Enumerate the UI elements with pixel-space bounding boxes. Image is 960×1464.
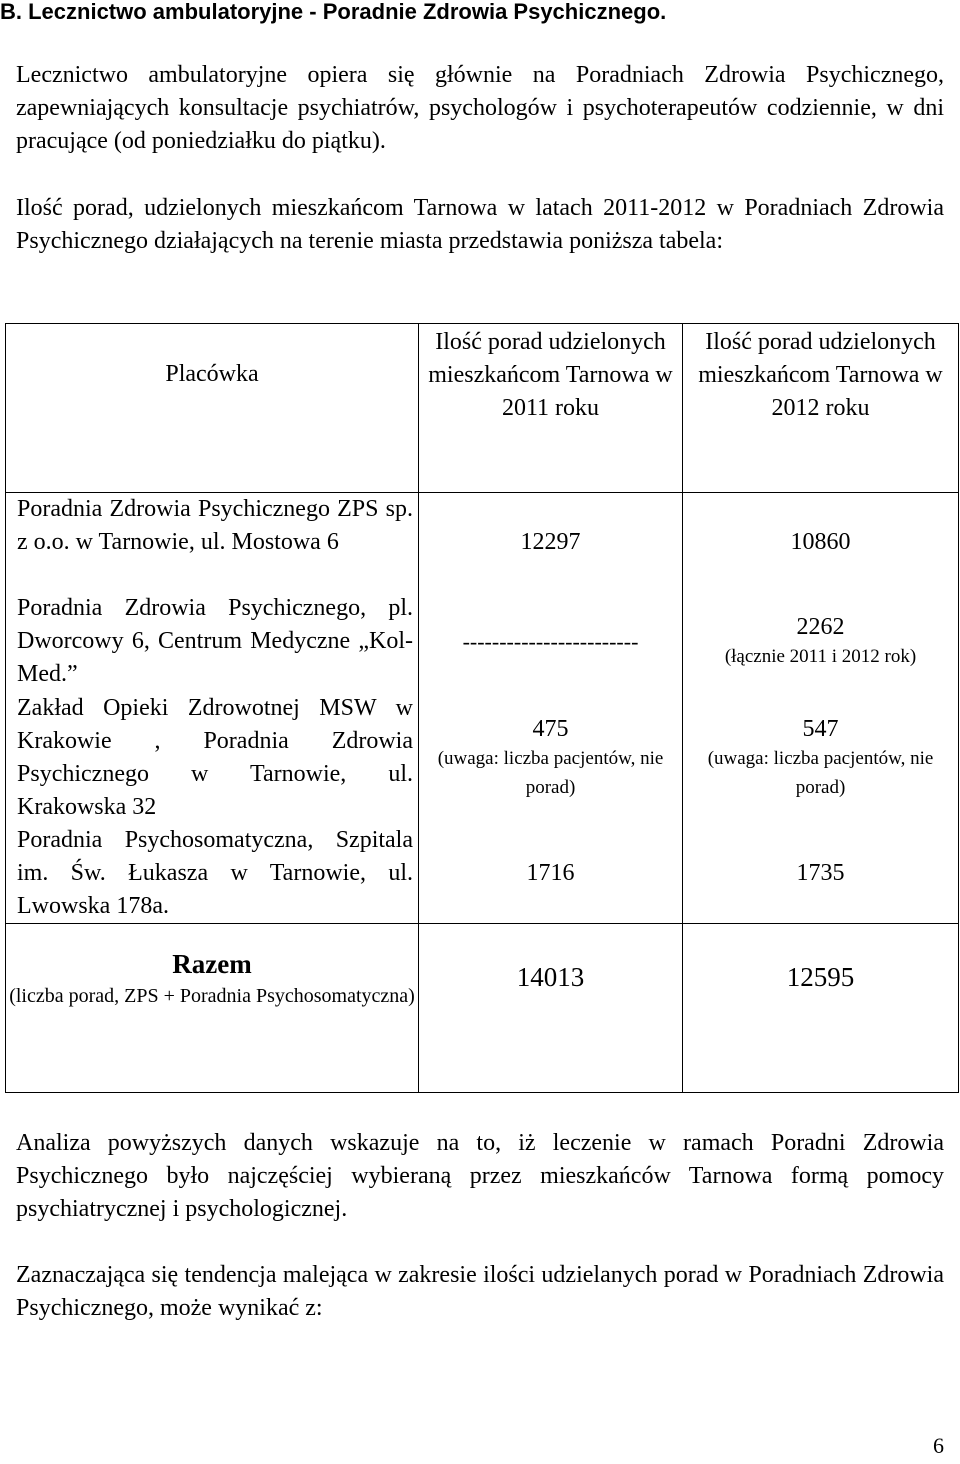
value-2011-cell: [419, 493, 683, 592]
total-2011: 14013: [419, 924, 683, 1093]
value-2012-cell: [683, 692, 959, 824]
table-row: [6, 493, 959, 592]
page-number: 6: [933, 1433, 944, 1458]
value-2011: 475: [532, 715, 569, 742]
consultations-table: [5, 323, 959, 1093]
facility-cell: Poradnia Zdrowia Psychicznego, pl. Dworcowy 6, Centrum Medyczne „Kol-Med.”: [6, 592, 419, 692]
value-2011-note: (uwaga: liczba pacjentów, nie porad): [437, 747, 664, 798]
value-2012-cell: [683, 824, 959, 924]
value-2011-cell: [419, 692, 683, 824]
facility-cell: Poradnia Psychosomatyczna, Szpitala im. Św. Łukasza w Tarnowie, ul. Lwowska 178a.: [6, 824, 419, 924]
value-2012-note: (uwaga: liczba pacjentów, nie porad): [707, 747, 934, 798]
total-2012: 12595: [683, 924, 959, 1093]
table-row: [6, 824, 959, 924]
section-heading: B. Lecznictwo ambulatoryjne - Poradnie Zdrowia Psychicznego.: [0, 0, 667, 24]
value-2012: 10860: [790, 529, 851, 556]
value-2012-cell: [683, 493, 959, 592]
total-label-cell: [6, 924, 419, 1093]
value-2011: ------------------------: [462, 628, 639, 654]
value-2011: 12297: [520, 529, 581, 556]
analysis-paragraph: Analiza powyższych danych wskazuje na to, iż leczenie w ramach Poradni Zdrowia Psychicznego było najczęściej wybieraną przez mieszkańców Tarnowa formą pomocy psychiatrycznej i psychologicznej.: [16, 1130, 944, 1222]
trend-paragraph: Zaznaczająca się tendencja malejąca w zakresie ilości udzielanych porad w Poradniach Zdrowia Psychicznego, może wynikać z:: [16, 1262, 944, 1321]
table-total-row: [6, 924, 959, 1093]
header-2011: Ilość porad udzielonych mieszkańcom Tarnowa w 2011 roku: [419, 324, 683, 493]
value-2012: 1735: [796, 860, 845, 887]
table-row: [6, 692, 959, 824]
value-2011-cell: [419, 592, 683, 692]
intro-paragraph: Lecznictwo ambulatoryjne opiera się głównie na Poradniach Zdrowia Psychicznego, zapewniających konsultacje psychiatrów, psychologów i psychoterapeutów codziennie, w dni pracujące (od poniedziałku do piątku).: [16, 62, 944, 154]
header-2012: Ilość porad udzielonych mieszkańcom Tarnowa w 2012 roku: [683, 324, 959, 493]
total-sublabel: (liczba porad, ZPS + Poradnia Psychosomatyczna): [9, 985, 415, 1007]
value-2012: 2262: [796, 614, 845, 640]
table-header-row: [6, 324, 959, 493]
facility-cell: Poradnia Zdrowia Psychicznego ZPS sp. z o.o. w Tarnowie, ul. Mostowa 6: [6, 493, 419, 592]
facility-cell: Zakład Opieki Zdrowotnej MSW w Krakowie , Poradnia Zdrowia Psychicznego w Tarnowie, ul. Krakowska 32: [6, 692, 419, 824]
value-2012-note: (łącznie 2011 i 2012 rok): [724, 646, 917, 667]
value-2011-cell: [419, 824, 683, 924]
table-intro-paragraph: Ilość porad, udzielonych mieszkańcom Tarnowa w latach 2011-2012 w Poradniach Zdrowia Psychicznego działających na terenie miasta przedstawia poniższa tabela:: [16, 195, 944, 254]
value-2012: 547: [802, 715, 839, 742]
header-facility: Placówka: [6, 324, 419, 493]
table-row: [6, 592, 959, 692]
total-label: Razem: [172, 949, 252, 979]
value-2011: 1716: [526, 860, 575, 887]
value-2012-cell: [683, 592, 959, 692]
